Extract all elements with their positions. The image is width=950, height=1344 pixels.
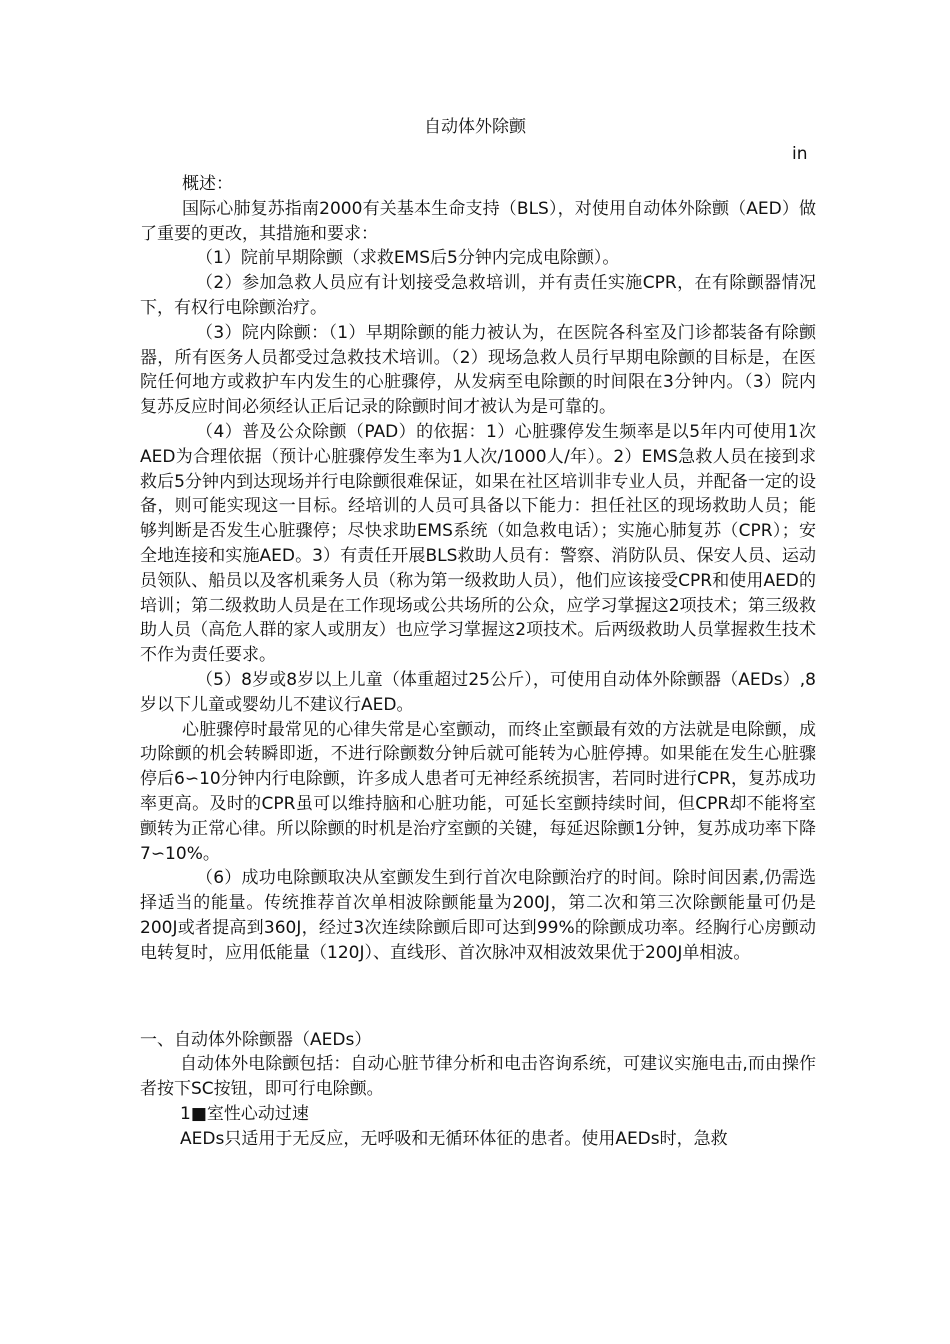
vf-paragraph: 心脏骤停时最常见的心律失常是心室颤动，而终止室颤最有效的方法就是电除颤，成功除颤的机会转瞬即逝，不进行除颤数分钟后就可能转为心脏停搏。如果能在发生心脏骤停后6∽10分钟内行电除颤，许多成人患者可无神经系统损害，若同时进行CPR，复苏成功率更高。及时的CPR虽可以维持脑和心脏功能，可延长室颤持续时间，但CPR却不能将室颤转为正常心律。所以除颤的时机是治疗室颤的关键，每延迟除颤1分钟，复苏成功率下降7∽10%。 xyxy=(140,719,816,864)
point-3: （3）院内除颤：（1）早期除颤的能力被认为，在医院各科室及门诊都装备有除颤器，所有医务人员都受过急救技术培训。（2）现场急救人员行早期电除颤的目标是，在医院任何地方或救护车内发生的心脏骤停，从发病至电除颤的时间限在3分钟内。（3）院内复苏反应时间必须经认正后记录的除颤时间才被认为是可靠的。 xyxy=(140,322,816,418)
point-5: （5）8岁或8岁以上儿童（体重超过25公斤），可使用自动体外除颤器（AEDs）,8岁以下儿童或婴幼儿不建议行AED。 xyxy=(140,669,816,715)
section-1-heading: 一、自动体外除颤器（AEDs） xyxy=(140,1029,372,1050)
section-gap xyxy=(140,966,816,1028)
intro-paragraph: 国际心肺复苏指南2000有关基本生命支持（BLS），对使用自动体外除颤（AED）做了重要的更改，其措施和要求： xyxy=(140,198,816,244)
section-1-intro: 自动体外电除颤包括：自动心脏节律分析和电击咨询系统，可建议实施电击,而由操作者按下SC按钮，即可行电除颤。 xyxy=(140,1054,816,1100)
corner-text: in xyxy=(792,144,808,164)
point-1: （1）院前早期除颤（求救EMS后5分钟内完成电除颤）。 xyxy=(196,248,620,269)
document-title: 自动体外除颤 xyxy=(424,117,526,137)
point-2: （2）参加急救人员应有计划接受急救培训，并有责任实施CPR，在有除颤器情况下，有权行电除颤治疗。 xyxy=(140,273,816,318)
document-body xyxy=(140,172,816,1151)
point-4: （4）普及公众除颤（PAD）的依据：1）心脏骤停发生频率是以5年内可使用1次AED为合理依据（预计心脏骤停发生率为1人次/1000人/年）。2）EMS急救人员在接到求救后5分钟内到达现场并行电除颤很难保证，如果在社区培训非专业人员，并配备一定的设备，则可能实现这一目标。经培训的人员可具备以下能力：担任社区的现场救助人员；能够判断是否发生心脏骤停；尽快求助EMS系统（如急救电话）；实施心肺复苏（CPR）；安全地连接和实施AED。3）有责任开展BLS救助人员有：警察、消防队员、保安人员、运动员领队、船员以及客机乘务人员（称为第一级救助人员），他们应该接受CPR和使用AED的培训；第二级救助人员是在工作现场或公共场所的公众，应学习掌握这2项技术；第三级救助人员（高危人群的家人或朋友）也应学习掌握这2项技术。后两级救助人员掌握救生技术不作为责任要求。 xyxy=(140,421,816,666)
section-1-last-paragraph: AEDs只适用于无反应，无呼吸和无循环体征的患者。使用AEDs时，急救 xyxy=(180,1128,728,1149)
point-6: （6）成功电除颤取决从室颤发生到行首次电除颤治疗的时间。除时间因素,仍需选择适当的能量。传统推荐首次单相波除颤能量为200J，第二次和第三次除颤能量可仍是200J或者提高到360J，经过3次连续除颤后即可达到99%的除颤成功率。经胸行心房颤动电转复时，应用低能量（120J）、直线形、首次脉冲双相波效果优于200J单相波。 xyxy=(140,868,816,963)
subheading-vt: 1■室性心动过速 xyxy=(180,1103,309,1124)
overview-label: 概述： xyxy=(182,174,233,194)
